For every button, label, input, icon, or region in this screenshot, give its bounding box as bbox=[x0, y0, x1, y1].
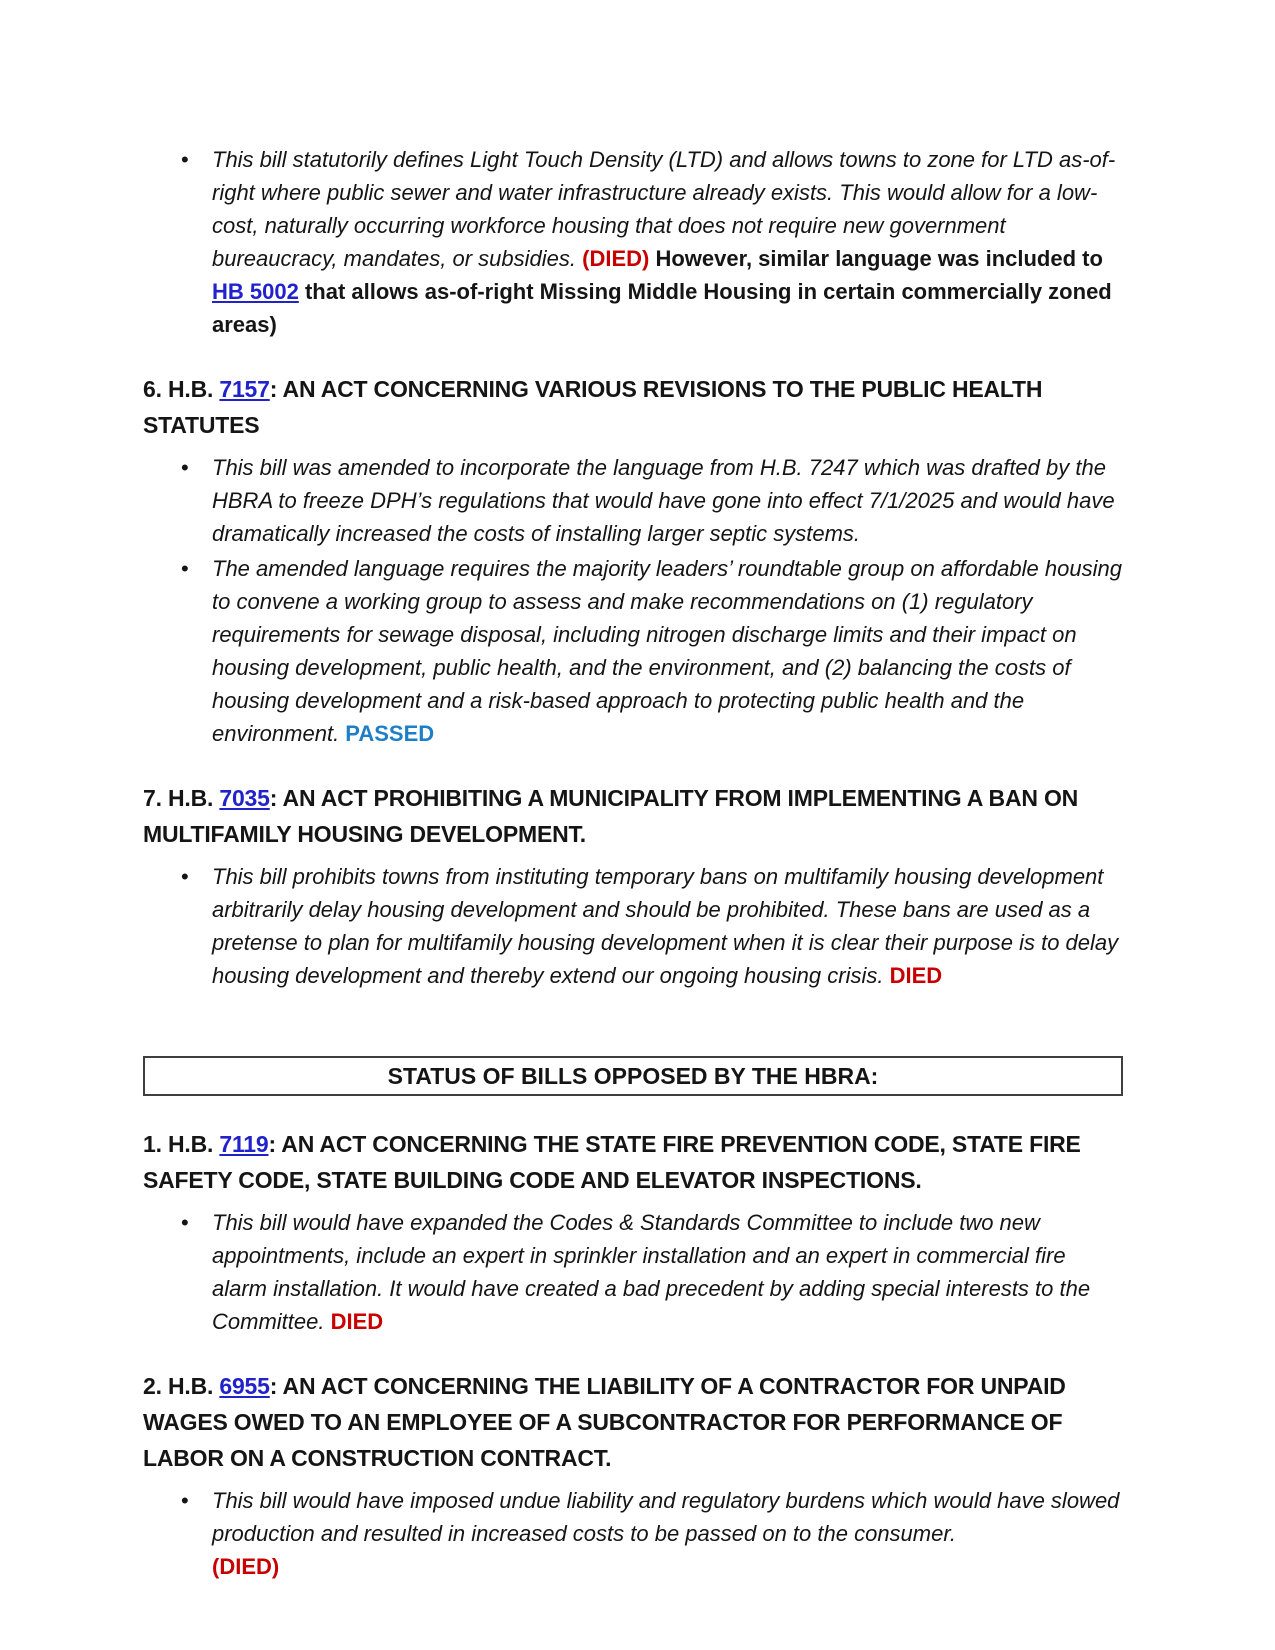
bullet-item bbox=[143, 451, 1125, 550]
bullet-item bbox=[143, 860, 1125, 992]
bullet-text bbox=[212, 1206, 1125, 1338]
hb-5002-link[interactable]: HB 5002 bbox=[212, 279, 299, 304]
bullet-marker: • bbox=[181, 1210, 189, 1235]
hb-7157-link[interactable]: 7157 bbox=[219, 376, 270, 402]
bullet-marker: • bbox=[181, 147, 189, 172]
bill-heading-1 bbox=[143, 1126, 1125, 1198]
hb-7119-link[interactable]: 7119 bbox=[219, 1131, 269, 1157]
bullet-text bbox=[212, 451, 1125, 550]
bullet-marker: • bbox=[181, 455, 189, 480]
text-run: This bill was amended to incorporate the language from H.B. 7247 which was drafted by the HBRA to freeze DPH’s regulations that would have gone into effect 7/1/2025 and would have dramatically increased the costs of installing larger septic systems. bbox=[212, 455, 1115, 546]
text-run: However, similar language was included to bbox=[649, 246, 1103, 271]
text-run: : AN ACT CONCERNING THE LIABILITY OF A CONTRACTOR FOR UNPAID WAGES OWED TO AN EMPLOYEE OF A SUBCONTRACTOR FOR PERFORMANCE OF LABOR ON A CONSTRUCTION CONTRACT. bbox=[143, 1373, 1066, 1471]
text-run: 1. H.B. bbox=[143, 1131, 220, 1157]
bullet-text bbox=[212, 552, 1125, 750]
status-died: DIED bbox=[889, 963, 943, 988]
text-run: The amended language requires the majority leaders’ roundtable group on affordable housing to convene a working group to assess and make recommendations on (1) regulatory requirements for sewage disposal, including nitrogen discharge limits and their impact on housing development, public health, and the environment, and (2) balancing the costs of housing development and a risk-based approach to protecting public health and the environment. bbox=[212, 556, 1122, 746]
status-died: (DIED) bbox=[582, 246, 650, 271]
text-run: that allows as-of-right Missing Middle Housing in certain commercially zoned areas) bbox=[212, 279, 1112, 337]
text-run: : AN ACT CONCERNING VARIOUS REVISIONS TO THE PUBLIC HEALTH STATUTES bbox=[143, 376, 1043, 438]
bill-heading-6 bbox=[143, 371, 1125, 443]
bullet-marker: • bbox=[181, 864, 189, 889]
status-died: DIED bbox=[330, 1309, 384, 1334]
text-run: 2. H.B. bbox=[143, 1373, 220, 1399]
bullet-text bbox=[212, 860, 1125, 992]
bullet-marker: • bbox=[181, 1488, 189, 1513]
opposed-section-title-text: STATUS OF BILLS OPPOSED BY THE HBRA: bbox=[387, 1063, 879, 1089]
text-run: This bill would have imposed undue liability and regulatory burdens which would have slowed production and resulted in increased costs to be passed on to the consumer. bbox=[212, 1488, 1120, 1546]
text-run: This bill prohibits towns from instituting temporary bans on multifamily housing development arbitrarily delay housing development and should be prohibited. These bans are used as a pretense to plan for multifamily housing development when it is clear their purpose is to delay housing development and thereby extend our ongoing housing crisis. bbox=[212, 864, 1119, 988]
bullet-marker: • bbox=[181, 556, 189, 581]
opposed-section-title bbox=[143, 1056, 1123, 1096]
bullet-item bbox=[143, 552, 1125, 750]
text-run: : AN ACT CONCERNING THE STATE FIRE PREVENTION CODE, STATE FIRE SAFETY CODE, STATE BUILDING CODE AND ELEVATOR INSPECTIONS. bbox=[143, 1131, 1081, 1193]
bullet-item bbox=[143, 1484, 1125, 1583]
bill-heading-7 bbox=[143, 780, 1125, 852]
status-passed: PASSED bbox=[345, 721, 435, 746]
text-run: 7. H.B. bbox=[143, 785, 220, 811]
hb-7035-link[interactable]: 7035 bbox=[219, 785, 270, 811]
text-run: : AN ACT PROHIBITING A MUNICIPALITY FROM IMPLEMENTING A BAN ON MULTIFAMILY HOUSING DEVELOPMENT. bbox=[143, 785, 1079, 847]
text-run: This bill statutorily defines Light Touch Density (LTD) and allows towns to zone for LTD as-of-right where public sewer and water infrastructure already exists. This would allow for a low-cost, naturally occurring workforce housing that does not require new government bureaucracy, mandates, or subsidies. bbox=[212, 147, 1116, 271]
bullet-item bbox=[143, 143, 1125, 341]
status-died: (DIED) bbox=[212, 1554, 280, 1579]
text-run: This bill would have expanded the Codes & Standards Committee to include two new appointments, include an expert in sprinkler installation and an expert in commercial fire alarm installation. It would have created a bad precedent by adding special interests to the Committee. bbox=[212, 1210, 1091, 1334]
bullet-item bbox=[143, 1206, 1125, 1338]
bill-heading-2 bbox=[143, 1368, 1125, 1476]
hb-6955-link[interactable]: 6955 bbox=[219, 1373, 270, 1399]
bullet-text bbox=[212, 143, 1125, 341]
text-run: 6. H.B. bbox=[143, 376, 220, 402]
bullet-text bbox=[212, 1484, 1125, 1583]
